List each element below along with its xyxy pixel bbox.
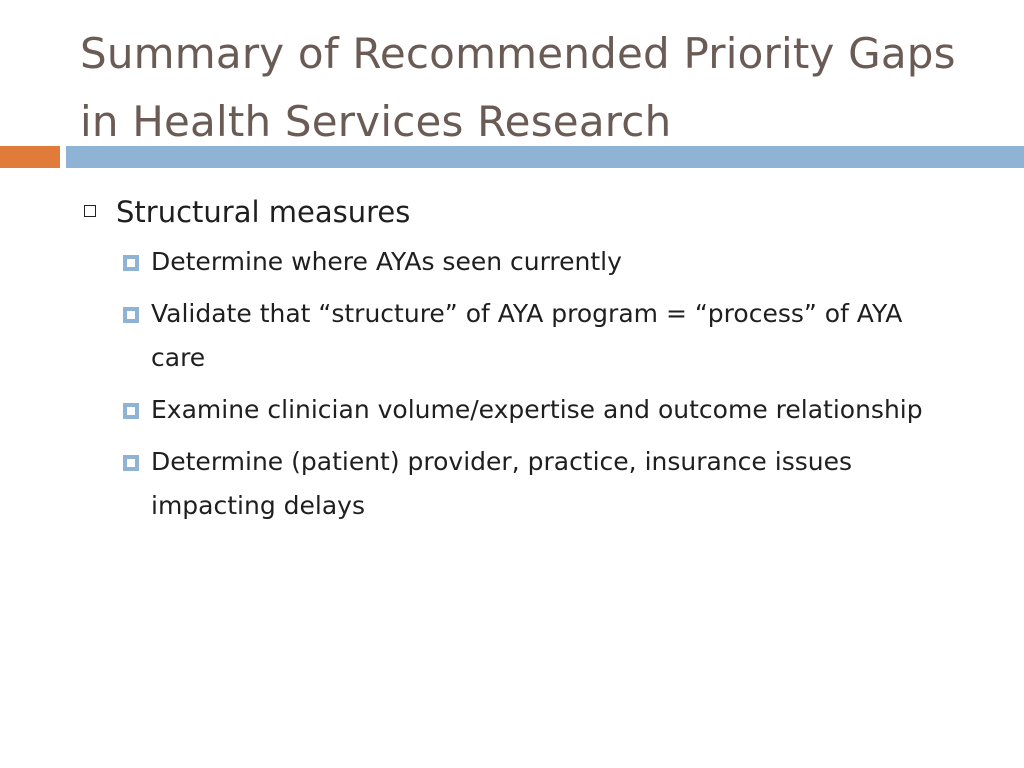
square-bullet-icon	[123, 255, 139, 271]
square-bullet-icon	[123, 307, 139, 323]
sub-bullet-text: Examine clinician volume/expertise and outcome relationship	[151, 395, 923, 424]
bullet-level1	[0, 190, 1024, 234]
accent-bar-orange	[0, 146, 60, 168]
bullet-level1-text: Structural measures	[116, 195, 411, 229]
sub-bullet-item	[0, 240, 1024, 284]
sub-bullet-text: Validate that “structure” of AYA program = “process” of AYA care	[151, 299, 903, 372]
accent-bar-blue	[66, 146, 1024, 168]
sub-bullet-item	[0, 440, 1024, 528]
square-bullet-icon	[123, 403, 139, 419]
sub-bullet-item	[0, 292, 1024, 380]
sub-bullet-item	[0, 388, 1024, 432]
sub-bullet-text: Determine where AYAs seen currently	[151, 247, 622, 276]
square-bullet-icon	[123, 455, 139, 471]
slide-title: Summary of Recommended Priority Gaps in Health Services Research	[80, 29, 956, 146]
sub-bullet-list	[0, 240, 1024, 528]
hollow-square-bullet-icon	[84, 205, 96, 217]
slide-body	[0, 190, 1024, 528]
sub-bullet-text: Determine (patient) provider, practice, insurance issues impacting delays	[151, 447, 853, 520]
